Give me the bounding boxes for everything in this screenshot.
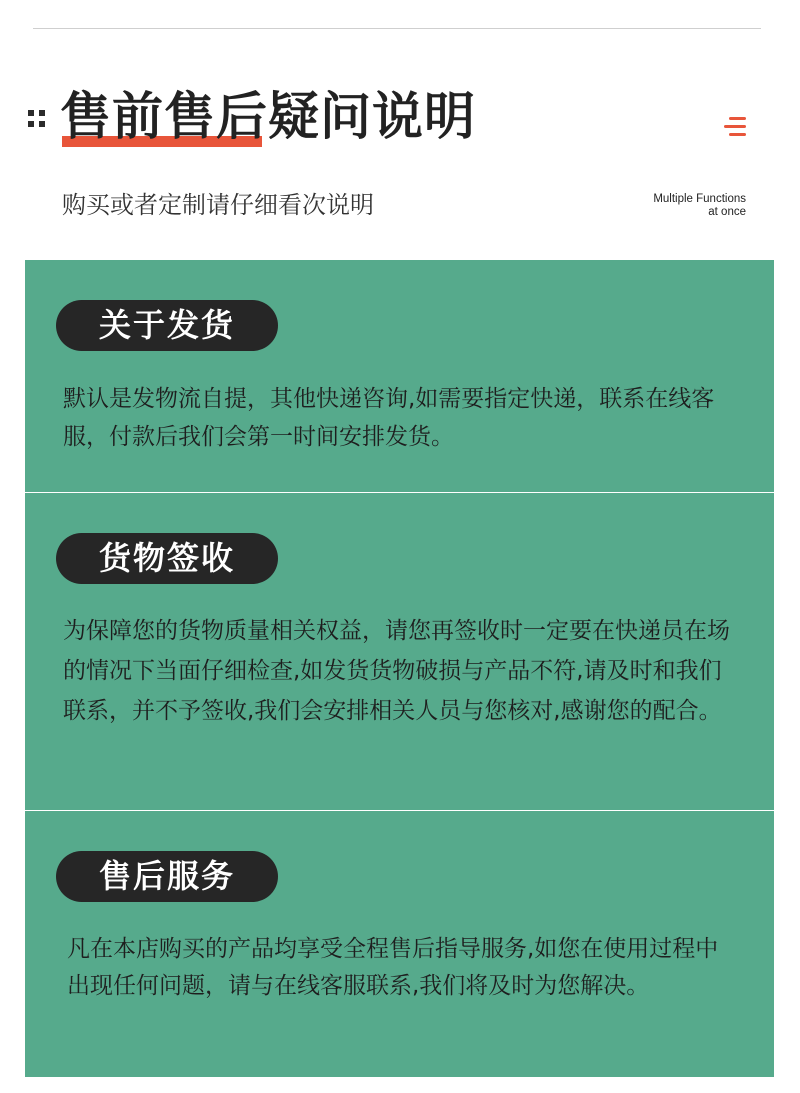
top-divider (33, 28, 761, 29)
tagline (653, 193, 746, 219)
tagline-line-2: at once (708, 206, 746, 218)
section-shipping (25, 260, 774, 492)
section-heading-pill (56, 533, 278, 584)
section-heading: 关于发货 (98, 306, 235, 344)
section-after-sales (25, 811, 774, 1077)
tagline-line-1: Multiple Functions (653, 193, 746, 205)
section-heading-pill (56, 851, 278, 902)
grid-dots-icon (28, 110, 46, 128)
section-heading-pill (56, 300, 278, 351)
page-title: 售前售后疑问说明 (60, 88, 477, 147)
section-body: 凡在本店购买的产品均享受全程售后指导服务,如您在使用过程中出现任何问题，请与在线客服联系,我们将及时为您解决。 (67, 936, 719, 999)
page-subtitle: 购买或者定制请仔细看次说明 (62, 191, 374, 219)
section-heading: 售后服务 (98, 857, 235, 895)
page-title-block (60, 84, 476, 154)
section-body: 为保障您的货物质量相关权益，请您再签收时一定要在快递员在场的情况下当面仔细检查,如发货货物破损与产品不符,请及时和我们联系，并不予签收,我们会安排相关人员与您核对,感谢您的配合。 (63, 618, 730, 724)
section-body: 默认是发物流自提，其他快递咨询,如需要指定快递，联系在线客服，付款后我们会第一时间安排发货。 (63, 386, 715, 450)
section-heading: 货物签收 (98, 539, 235, 577)
menu-lines-icon (724, 117, 746, 137)
section-receipt (25, 493, 774, 810)
